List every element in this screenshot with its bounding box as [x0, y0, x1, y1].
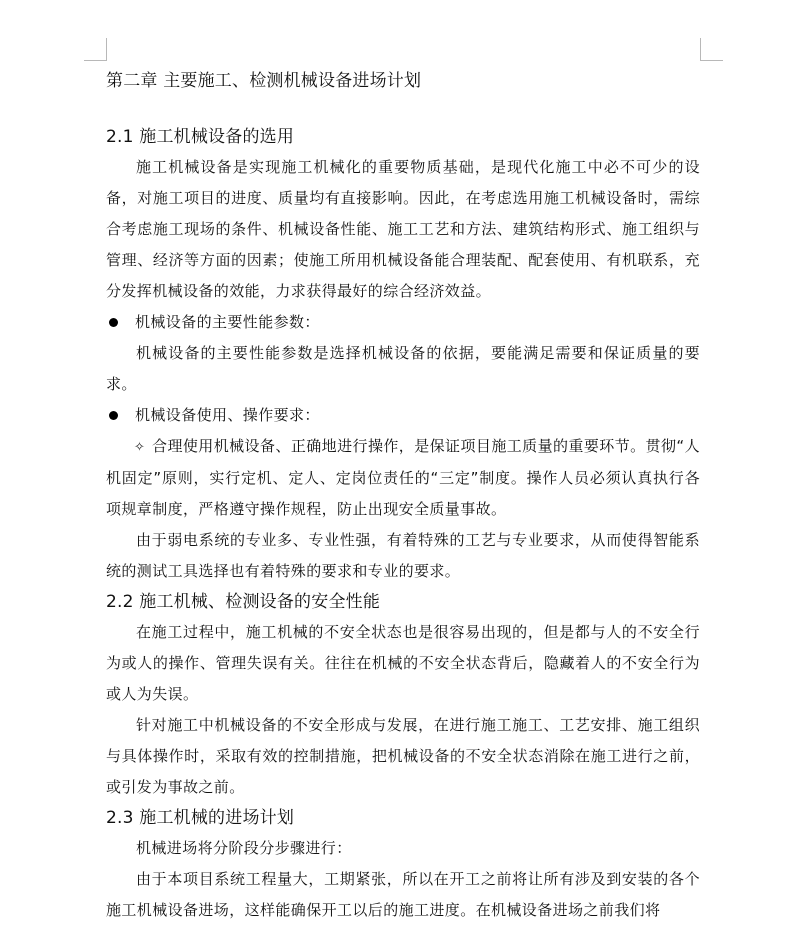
page-corner-mark-left — [84, 38, 107, 61]
paragraph: 针对施工中机械设备的不安全形成与发展，在进行施工施工、工艺安排、施工组织与具体操作时，采取有效的控制措施，把机械设备的不安全状态消除在施工进行之前，或引发为事故之前。 — [106, 716, 700, 796]
diamond-paragraph — [106, 431, 700, 525]
section-2-3 — [106, 803, 700, 926]
diamond-icon: ✧ — [134, 440, 146, 455]
paragraph: 由于本项目系统工程量大，工期紧张，所以在开工之前将让所有涉及到安装的各个施工机械设备进场，这样能确保开工以后的施工进度。在机械设备进场之前我们将 — [106, 870, 700, 919]
document-page — [106, 66, 700, 926]
chapter-title: 第二章 主要施工、检测机械设备进场计划 — [106, 71, 422, 91]
paragraph: 由于弱电系统的专业多、专业性强，有着特殊的工艺与专业要求，从而使得智能系统的测试工具选择也有着特殊的要求和专业的要求。 — [106, 531, 700, 580]
bullet-text: 机械设备使用、操作要求： — [135, 406, 320, 424]
page-corner-mark-right — [700, 38, 723, 61]
bullet-icon — [109, 318, 118, 327]
section-title: 2.3 施工机械的进场计划 — [106, 808, 295, 828]
paragraph: 在施工过程中，施工机械的不安全状态也是很容易出现的，但是都与人的不安全行为或人的操作、管理失误有关。往往在机械的不安全状态背后，隐藏着人的不安全行为或人为失误。 — [106, 623, 700, 703]
section-title: 2.2 施工机械、检测设备的安全性能 — [106, 592, 381, 612]
paragraph: 机械进场将分阶段分步骤进行： — [136, 839, 352, 857]
section-2-1 — [106, 122, 700, 587]
paragraph: 施工机械设备是实现施工机械化的重要物质基础，是现代化施工中必不可少的设备，对施工项目的进度、质量均有直接影响。因此，在考虑选用施工机械设备时，需综合考虑施工现场的条件、机械设备性能、施工工艺和方法、建筑结构形式、施工组织与管理、经济等方面的因素；使施工所用机械设备能合理装配、配套使用、有机联系，充分发挥机械设备的效能，力求获得最好的综合经济效益。 — [106, 158, 700, 300]
section-title: 2.1 施工机械设备的选用 — [106, 127, 295, 147]
bullet-item — [106, 400, 700, 431]
bullet-text: 机械设备的主要性能参数： — [135, 313, 320, 331]
bullet-icon — [109, 411, 118, 420]
section-2-2 — [106, 587, 700, 803]
bullet-item — [106, 307, 700, 338]
paragraph-text: 合理使用机械设备、正确地进行操作，是保证项目施工质量的重要环节。贯彻“人机固定”原则，实行定机、定人、定岗位责任的“三定”制度。操作人员必须认真执行各项规章制度，严格遵守操作规程，防止出现安全质量事故。 — [106, 437, 700, 518]
paragraph: 机械设备的主要性能参数是选择机械设备的依据，要能满足需要和保证质量的要求。 — [106, 344, 700, 393]
